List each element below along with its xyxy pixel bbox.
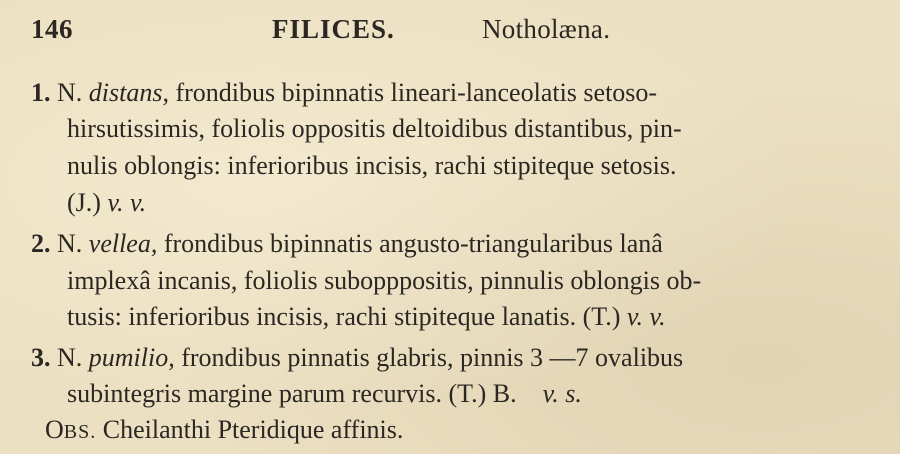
entry-text: frondibus bipinnatis lineari-lanceolatis setoso- <box>175 78 658 107</box>
genus-abbrev: N. <box>57 229 83 258</box>
entry-line <box>67 188 146 220</box>
entry-line <box>67 114 882 146</box>
entry-text: nulis oblongis: inferioribus incisis, rachi stipiteque setosis. <box>67 151 677 180</box>
entry-line <box>31 343 683 375</box>
entry-text: hirsutissimis, foliolis oppositis deltoidibus distantibus, pin- <box>67 114 682 143</box>
entry-line <box>67 379 582 411</box>
observation-note <box>45 415 403 447</box>
genus-abbrev: N. <box>57 343 83 372</box>
entry-text: tusis: inferioribus incisis, rachi stipiteque lanatis. (T.) <box>67 302 621 331</box>
page-number: 146 <box>31 14 73 44</box>
entry-line <box>67 266 701 298</box>
entry-text: (J.) <box>67 188 101 217</box>
entry-line <box>67 151 677 183</box>
genus-abbrev: N. <box>57 78 83 107</box>
observation-label-initial: O <box>45 415 64 444</box>
section-title: FILICES. <box>272 14 395 44</box>
entry-number: 1. <box>31 78 51 107</box>
entry-text: subintegris margine parum recurvis. (T.) B. <box>67 379 517 408</box>
observation-label-rest: BS. <box>63 421 97 443</box>
entry-text: implexâ incanis, foliolis subopppositis, pinnulis oblongis ob- <box>67 266 702 295</box>
species-epithet: distans, <box>88 78 169 107</box>
observation-text: Cheilanthi Pteridique affinis. <box>102 415 404 444</box>
specimen-status: v. v. <box>107 188 147 217</box>
entry-line <box>67 302 666 334</box>
entry-number: 3. <box>31 343 51 372</box>
entry-line <box>31 78 883 110</box>
running-header <box>0 14 900 50</box>
specimen-status: v. s. <box>542 379 582 408</box>
species-epithet: vellea, <box>88 229 158 258</box>
entry-line <box>31 229 663 261</box>
entry-text: frondibus pinnatis glabris, pinnis 3 —7 ovalibus <box>181 343 684 372</box>
species-epithet: pumilio, <box>88 343 175 372</box>
specimen-status: v. v. <box>626 302 666 331</box>
entry-number: 2. <box>31 229 51 258</box>
genus-title: Notholæna. <box>482 14 611 44</box>
entry-text: frondibus bipinnatis angusto-triangularibus lanâ <box>163 229 663 258</box>
